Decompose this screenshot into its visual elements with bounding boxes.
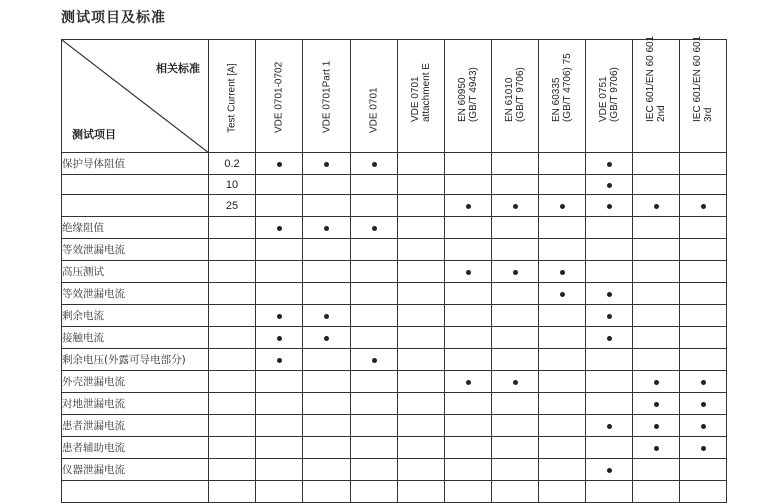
standard-cell — [256, 437, 303, 459]
table-row — [62, 239, 727, 261]
applicable-dot-icon — [607, 204, 612, 209]
column-header-label — [369, 87, 380, 133]
standard-cell — [398, 217, 445, 239]
column-header-label — [321, 61, 332, 133]
standard-cell — [351, 393, 398, 415]
standard-cell — [256, 175, 303, 195]
standard-cell — [492, 437, 539, 459]
table-body — [62, 153, 727, 503]
standard-cell — [539, 459, 586, 481]
column-header-line: (GB/T 4943) — [468, 67, 479, 122]
standard-cell — [539, 305, 586, 327]
column-header-label — [598, 67, 620, 122]
standard-cell — [680, 393, 727, 415]
standard-cell — [680, 415, 727, 437]
applicable-dot-icon — [372, 162, 377, 167]
standard-cell — [492, 327, 539, 349]
standard-cell — [492, 459, 539, 481]
test-item-cell: 对地泄漏电流 — [62, 393, 209, 415]
standard-cell — [303, 239, 351, 261]
column-header — [351, 40, 398, 153]
standard-cell — [539, 175, 586, 195]
standard-cell — [445, 195, 492, 217]
standard-cell — [633, 283, 680, 305]
test-current-cell — [209, 261, 256, 283]
test-current-cell — [209, 393, 256, 415]
standard-cell — [539, 437, 586, 459]
column-header-line: attachment E — [421, 63, 432, 122]
column-header-line: VDE 0701Part 1 — [321, 60, 332, 133]
standard-cell — [351, 459, 398, 481]
table-row — [62, 371, 727, 393]
standard-cell — [492, 393, 539, 415]
column-header — [680, 35, 727, 153]
applicable-dot-icon — [560, 204, 565, 209]
test-item-cell: 接触电流 — [62, 327, 209, 349]
standard-cell — [256, 393, 303, 415]
standard-cell — [398, 437, 445, 459]
standard-cell — [303, 327, 351, 349]
standard-cell — [633, 153, 680, 175]
standard-cell — [492, 371, 539, 393]
standard-cell — [680, 459, 727, 481]
standard-cell — [680, 437, 727, 459]
table-row — [62, 415, 727, 437]
standard-cell — [586, 283, 633, 305]
standard-cell — [351, 349, 398, 371]
applicable-dot-icon — [607, 336, 612, 341]
standard-cell — [539, 481, 586, 503]
standard-cell — [256, 239, 303, 261]
standard-cell — [303, 459, 351, 481]
standard-cell — [256, 327, 303, 349]
table-row — [62, 175, 727, 195]
column-header — [398, 40, 445, 153]
standard-cell — [303, 349, 351, 371]
page-title: 测试项目及标准 — [61, 10, 166, 26]
standard-cell — [633, 239, 680, 261]
standard-cell — [633, 305, 680, 327]
column-header — [633, 35, 680, 153]
test-current-cell — [209, 481, 256, 503]
standard-cell — [586, 371, 633, 393]
standard-cell — [680, 371, 727, 393]
column-header-line: (GB/T 4706) 75 — [562, 53, 573, 122]
standard-cell — [586, 175, 633, 195]
applicable-dot-icon — [654, 446, 659, 451]
standard-cell — [586, 239, 633, 261]
table-row — [62, 305, 727, 327]
standard-cell — [445, 459, 492, 481]
standard-cell — [398, 371, 445, 393]
standard-cell — [398, 459, 445, 481]
test-current-cell — [209, 217, 256, 239]
applicable-dot-icon — [513, 380, 518, 385]
standard-cell — [633, 195, 680, 217]
standard-cell — [303, 153, 351, 175]
standard-cell — [303, 371, 351, 393]
standard-cell — [445, 437, 492, 459]
test-current-cell — [209, 327, 256, 349]
corner-header-cell — [62, 40, 209, 153]
applicable-dot-icon — [466, 270, 471, 275]
test-current-cell — [209, 415, 256, 437]
standard-cell — [586, 393, 633, 415]
standard-cell — [492, 305, 539, 327]
test-current-cell: 25 — [209, 195, 256, 217]
applicable-dot-icon — [324, 226, 329, 231]
standard-cell — [633, 415, 680, 437]
applicable-dot-icon — [466, 204, 471, 209]
standard-cell — [633, 217, 680, 239]
standard-cell — [586, 327, 633, 349]
test-item-cell: 绝缘阻值 — [62, 217, 209, 239]
applicable-dot-icon — [607, 314, 612, 319]
standard-cell — [539, 415, 586, 437]
standard-cell — [445, 217, 492, 239]
standard-cell — [351, 305, 398, 327]
table-row — [62, 327, 727, 349]
standard-cell — [351, 261, 398, 283]
standard-cell — [256, 283, 303, 305]
standard-cell — [680, 283, 727, 305]
standard-cell — [398, 327, 445, 349]
test-current-cell — [209, 349, 256, 371]
column-header-line: VDE 0751 — [598, 76, 609, 122]
standard-cell — [398, 305, 445, 327]
standard-cell — [492, 283, 539, 305]
standard-cell — [445, 371, 492, 393]
applicable-dot-icon — [372, 226, 377, 231]
table-row — [62, 437, 727, 459]
standard-cell — [303, 437, 351, 459]
standard-cell — [586, 481, 633, 503]
applicable-dot-icon — [277, 226, 282, 231]
standard-cell — [633, 459, 680, 481]
standard-cell — [492, 239, 539, 261]
column-header — [539, 40, 586, 153]
column-header — [256, 40, 303, 153]
column-header-line: EN 61010 — [504, 77, 515, 122]
standard-cell — [351, 371, 398, 393]
standard-cell — [492, 349, 539, 371]
standard-cell — [492, 195, 539, 217]
standard-cell — [256, 459, 303, 481]
standard-cell — [303, 481, 351, 503]
column-header-line: EN 60950 — [457, 77, 468, 122]
applicable-dot-icon — [324, 336, 329, 341]
standard-cell — [398, 393, 445, 415]
standard-cell — [445, 327, 492, 349]
applicable-dot-icon — [607, 424, 612, 429]
standard-cell — [539, 239, 586, 261]
standard-cell — [633, 481, 680, 503]
standard-cell — [539, 393, 586, 415]
standard-cell — [633, 349, 680, 371]
standard-cell — [680, 175, 727, 195]
standard-cell — [586, 459, 633, 481]
applicable-dot-icon — [701, 424, 706, 429]
applicable-dot-icon — [513, 204, 518, 209]
standard-cell — [256, 261, 303, 283]
standard-cell — [303, 415, 351, 437]
standard-cell — [633, 175, 680, 195]
standard-cell — [398, 283, 445, 305]
test-current-cell — [209, 371, 256, 393]
standard-cell — [539, 327, 586, 349]
column-header-line: VDE 0701 — [368, 87, 380, 133]
test-item-cell: 等效泄漏电流 — [62, 239, 209, 261]
test-item-cell — [62, 195, 209, 217]
standard-cell — [539, 371, 586, 393]
standard-cell — [492, 153, 539, 175]
column-header-label — [457, 67, 479, 122]
standard-cell — [633, 327, 680, 349]
test-current-cell — [209, 305, 256, 327]
standard-cell — [445, 415, 492, 437]
test-current-cell — [209, 239, 256, 261]
standard-cell — [492, 481, 539, 503]
standard-cell — [680, 153, 727, 175]
applicable-dot-icon — [654, 402, 659, 407]
test-current-cell — [209, 459, 256, 481]
standard-cell — [398, 261, 445, 283]
column-header — [209, 40, 256, 153]
standard-cell — [445, 153, 492, 175]
standard-cell — [492, 261, 539, 283]
column-header — [586, 40, 633, 153]
column-header-line: VDE 0701 — [410, 76, 421, 122]
standard-cell — [680, 481, 727, 503]
standard-cell — [398, 481, 445, 503]
standard-cell — [633, 371, 680, 393]
standard-cell — [303, 195, 351, 217]
column-header-line: (GB/T 9706) — [609, 67, 620, 122]
standard-cell — [303, 217, 351, 239]
standard-cell — [492, 175, 539, 195]
column-header-line: Test Current [A] — [226, 63, 238, 133]
applicable-dot-icon — [654, 204, 659, 209]
standard-cell — [445, 239, 492, 261]
standard-cell — [539, 217, 586, 239]
applicable-dot-icon — [277, 162, 282, 167]
standard-cell — [586, 437, 633, 459]
header-row — [62, 40, 727, 153]
test-item-cell: 外壳泄漏电流 — [62, 371, 209, 393]
standard-cell — [303, 175, 351, 195]
standard-cell — [586, 415, 633, 437]
test-current-cell — [209, 283, 256, 305]
applicable-dot-icon — [277, 358, 282, 363]
column-header-label — [227, 64, 238, 133]
standard-cell — [539, 153, 586, 175]
table-row — [62, 283, 727, 305]
test-item-cell: 等效泄漏电流 — [62, 283, 209, 305]
standard-cell — [680, 239, 727, 261]
standard-cell — [445, 349, 492, 371]
table-row — [62, 393, 727, 415]
standard-cell — [303, 393, 351, 415]
standard-cell — [351, 217, 398, 239]
standard-cell — [303, 261, 351, 283]
standard-cell — [256, 371, 303, 393]
column-header-label — [410, 63, 432, 122]
standard-cell — [492, 415, 539, 437]
applicable-dot-icon — [560, 292, 565, 297]
standard-cell — [351, 415, 398, 437]
table-row — [62, 195, 727, 217]
standard-cell — [445, 283, 492, 305]
applicable-dot-icon — [607, 183, 612, 188]
test-item-cell: 保护导体阻值 — [62, 153, 209, 175]
applicable-dot-icon — [607, 292, 612, 297]
test-item-cell: 仪器泄漏电流 — [62, 459, 209, 481]
table-row — [62, 459, 727, 481]
column-header-line: (GB/T 9706) — [515, 67, 526, 122]
test-item-cell — [62, 175, 209, 195]
applicable-dot-icon — [324, 162, 329, 167]
standard-cell — [256, 305, 303, 327]
table-row — [62, 349, 727, 371]
test-current-cell — [209, 437, 256, 459]
column-header-label — [504, 67, 526, 122]
test-item-cell: 剩余电压(外露可导电部分) — [62, 349, 209, 371]
table-row — [62, 217, 727, 239]
standard-cell — [680, 261, 727, 283]
standard-cell — [680, 195, 727, 217]
standards-table — [61, 35, 727, 503]
applicable-dot-icon — [277, 336, 282, 341]
applicable-dot-icon — [654, 380, 659, 385]
standards-axis-label: 相关标准 — [156, 62, 200, 75]
standard-cell — [539, 349, 586, 371]
table-row — [62, 481, 727, 503]
applicable-dot-icon — [607, 162, 612, 167]
column-header-label — [645, 36, 667, 122]
applicable-dot-icon — [607, 468, 612, 473]
column-header-line: VDE 0701-0702 — [273, 61, 285, 133]
applicable-dot-icon — [324, 314, 329, 319]
standard-cell — [398, 239, 445, 261]
standard-cell — [351, 437, 398, 459]
applicable-dot-icon — [654, 424, 659, 429]
standard-cell — [445, 261, 492, 283]
standard-cell — [256, 415, 303, 437]
column-header-label — [551, 53, 573, 122]
column-header-line: EN 60335 — [551, 77, 562, 122]
standard-cell — [633, 393, 680, 415]
standard-cell — [445, 393, 492, 415]
column-header-line: 2nd — [656, 105, 667, 122]
column-header-line: IEC 601/EN 60 601 — [692, 35, 703, 122]
test-items-axis-label: 测试项目 — [72, 128, 116, 141]
column-header-label — [692, 36, 714, 122]
applicable-dot-icon — [372, 358, 377, 363]
applicable-dot-icon — [701, 446, 706, 451]
column-header-label — [274, 62, 285, 133]
standard-cell — [351, 481, 398, 503]
standard-cell — [680, 217, 727, 239]
standard-cell — [351, 239, 398, 261]
standard-cell — [680, 327, 727, 349]
applicable-dot-icon — [701, 380, 706, 385]
table-row — [62, 261, 727, 283]
applicable-dot-icon — [513, 270, 518, 275]
standard-cell — [539, 261, 586, 283]
standard-cell — [256, 349, 303, 371]
standard-cell — [398, 349, 445, 371]
test-item-cell: 患者辅助电流 — [62, 437, 209, 459]
standard-cell — [256, 481, 303, 503]
standard-cell — [256, 195, 303, 217]
test-item-cell: 患者泄漏电流 — [62, 415, 209, 437]
test-current-cell: 0.2 — [209, 153, 256, 175]
standard-cell — [445, 305, 492, 327]
standard-cell — [586, 153, 633, 175]
standard-cell — [303, 283, 351, 305]
standard-cell — [492, 217, 539, 239]
standard-cell — [256, 153, 303, 175]
test-item-cell: 剩余电流 — [62, 305, 209, 327]
applicable-dot-icon — [277, 314, 282, 319]
standard-cell — [445, 175, 492, 195]
column-header-line: 3rd — [703, 107, 714, 122]
applicable-dot-icon — [701, 204, 706, 209]
column-header — [492, 40, 539, 153]
standard-cell — [398, 415, 445, 437]
applicable-dot-icon — [560, 270, 565, 275]
applicable-dot-icon — [466, 380, 471, 385]
standard-cell — [586, 261, 633, 283]
standard-cell — [445, 481, 492, 503]
test-current-cell: 10 — [209, 175, 256, 195]
standard-cell — [303, 305, 351, 327]
applicable-dot-icon — [701, 402, 706, 407]
column-header-line: IEC 601/EN 60 601 — [645, 35, 656, 122]
standard-cell — [351, 175, 398, 195]
standard-cell — [633, 261, 680, 283]
standard-cell — [680, 305, 727, 327]
standard-cell — [351, 327, 398, 349]
standard-cell — [351, 153, 398, 175]
standard-cell — [586, 217, 633, 239]
standard-cell — [539, 195, 586, 217]
table-row — [62, 153, 727, 175]
test-item-cell: 高压测试 — [62, 261, 209, 283]
column-header — [303, 40, 351, 153]
standard-cell — [680, 349, 727, 371]
standard-cell — [351, 283, 398, 305]
standard-cell — [586, 305, 633, 327]
standard-cell — [398, 175, 445, 195]
test-item-cell — [62, 481, 209, 503]
standard-cell — [398, 195, 445, 217]
column-header — [445, 40, 492, 153]
standard-cell — [398, 153, 445, 175]
standard-cell — [586, 349, 633, 371]
standard-cell — [586, 195, 633, 217]
standard-cell — [633, 437, 680, 459]
standard-cell — [539, 283, 586, 305]
standard-cell — [256, 217, 303, 239]
standard-cell — [351, 195, 398, 217]
